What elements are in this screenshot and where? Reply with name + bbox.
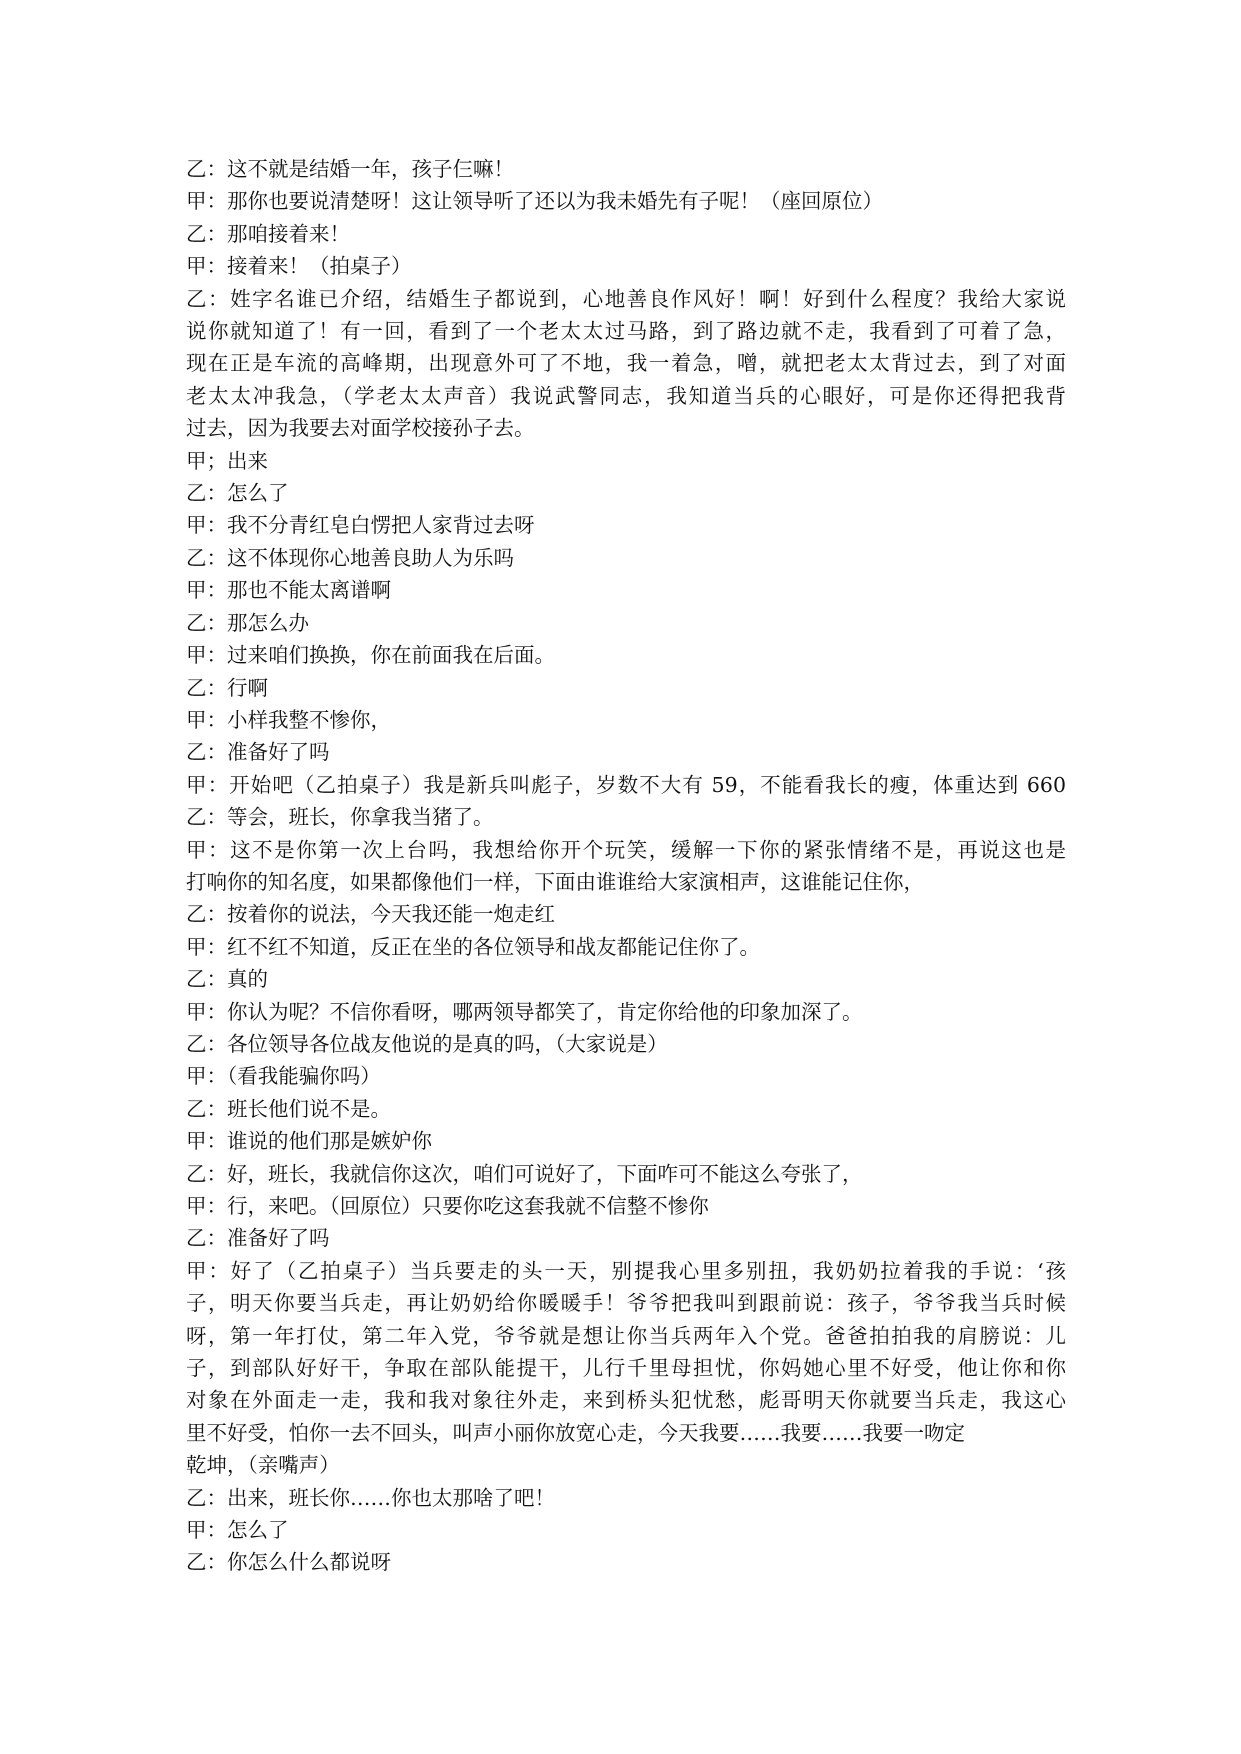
dialogue-line: 乙：那怎么办 <box>186 610 309 635</box>
dialogue-line: 乾坤，（亲嘴声） <box>186 1453 340 1478</box>
dialogue-line: 甲：好了（乙拍桌子）当兵要走的头一天，别提我心里多别扭，我奶奶拉着我的手说：‘孩 <box>186 1258 1066 1283</box>
dialogue-line: 甲；出来 <box>186 448 268 473</box>
dialogue-line: 甲：开始吧（乙拍桌子）我是新兵叫彪子，岁数不大有 59，不能看我长的瘦，体重达到 660 <box>186 772 1066 797</box>
dialogue-line: 甲：这不是你第一次上台吗，我想给你开个玩笑，缓解一下你的紧张情绪不是，再说这也是 <box>186 837 1066 862</box>
dialogue-line: 甲：接着来！（拍桌子） <box>186 254 412 279</box>
dialogue-line: 乙：班长他们说不是。 <box>186 1096 391 1121</box>
dialogue-line: 甲：行，来吧。（回原位）只要你吃这套我就不信整不惨你 <box>186 1194 709 1218</box>
dialogue-line: 乙：这不就是结婚一年，孩子仨嘛！ <box>186 157 514 181</box>
dialogue-line: 乙：好，班长，我就信你这次，咱们可说好了，下面咋可不能这么夸张了， <box>186 1161 863 1186</box>
dialogue-line: 过去，因为我要去对面学校接孙子去。 <box>186 416 535 441</box>
dialogue-line: 乙：怎么了 <box>186 481 289 506</box>
dialogue-line: 乙：准备好了吗 <box>186 1226 330 1251</box>
dialogue-line: 甲：那也不能太离谱啊 <box>186 578 391 603</box>
dialogue-line: 说你就知道了！有一回，看到了一个老太太过马路，到了路边就不走，我看到了可着了急， <box>186 319 1066 344</box>
dialogue-line: 甲：过来咱们换换，你在前面我在后面。 <box>186 643 555 668</box>
dialogue-line: 甲：我不分青红皂白愣把人家背过去呀 <box>186 513 535 538</box>
dialogue-line: 甲：怎么了 <box>186 1518 289 1543</box>
dialogue-line: 乙：按着你的说法，今天我还能一炮走红 <box>186 902 555 927</box>
dialogue-line: 乙：真的 <box>186 967 268 992</box>
dialogue-line: 子，明天你要当兵走，再让奶奶给你暖暖手！爷爷把我叫到跟前说：孩子，爷爷我当兵时候 <box>186 1291 1066 1316</box>
dialogue-line: 乙：这不体现你心地善良助人为乐吗 <box>186 545 514 570</box>
dialogue-line: 呀，第一年打仗，第二年入党，爷爷就是想让你当兵两年入个党。爸爸拍拍我的肩膀说：儿 <box>186 1323 1066 1348</box>
dialogue-line: 乙：等会，班长，你拿我当猪了。 <box>186 805 494 830</box>
dialogue-line: 甲：（看我能骗你吗） <box>186 1064 381 1089</box>
dialogue-line: 甲：小样我整不惨你， <box>186 707 391 732</box>
dialogue-line: 乙：行啊 <box>186 675 268 700</box>
dialogue-line: 老太太冲我急，（学老太太声音）我说武警同志，我知道当兵的心眼好，可是你还得把我背 <box>186 383 1066 408</box>
dialogue-line: 乙：你怎么什么都说呀 <box>186 1550 391 1575</box>
dialogue-line: 打响你的知名度，如果都像他们一样，下面由谁谁给大家演相声，这谁能记住你， <box>186 869 924 894</box>
dialogue-line: 乙：姓字名谁已介绍，结婚生子都说到，心地善良作风好！啊！好到什么程度？我给大家说 <box>186 286 1066 311</box>
dialogue-line: 子，到部队好好干，争取在部队能提干，儿行千里母担忧，你妈她心里不好受，他让你和你 <box>186 1356 1066 1381</box>
dialogue-line: 乙：准备好了吗 <box>186 740 330 765</box>
dialogue-line: 乙：各位领导各位战友他说的是真的吗，（大家说是） <box>186 1031 668 1056</box>
dialogue-line: 甲：谁说的他们那是嫉妒你 <box>186 1129 432 1154</box>
dialogue-line: 甲：那你也要说清楚呀！这让领导听了还以为我未婚先有子呢！（座回原位） <box>186 189 883 214</box>
dialogue-line: 现在正是车流的高峰期，出现意外可了不地，我一着急，噌，就把老太太背过去，到了对面 <box>186 351 1066 376</box>
dialogue-line: 对象在外面走一走，我和我对象往外走，来到桥头犯忧愁，彪哥明天你就要当兵走，我这心 <box>186 1388 1066 1413</box>
dialogue-line: 甲：你认为呢？不信你看呀，哪两领导都笑了，肯定你给他的印象加深了。 <box>186 999 863 1024</box>
dialogue-line: 乙：出来，班长你……你也太那啥了吧！ <box>186 1485 555 1510</box>
dialogue-line: 里不好受，怕你一去不回头，叫声小丽你放宽心走，今天我要……我要……我要一吻定 <box>186 1420 965 1445</box>
dialogue-line: 甲：红不红不知道，反正在坐的各位领导和战友都能记住你了。 <box>186 934 760 959</box>
document-body <box>186 153 1066 1579</box>
dialogue-line: 乙：那咱接着来！ <box>186 221 350 246</box>
